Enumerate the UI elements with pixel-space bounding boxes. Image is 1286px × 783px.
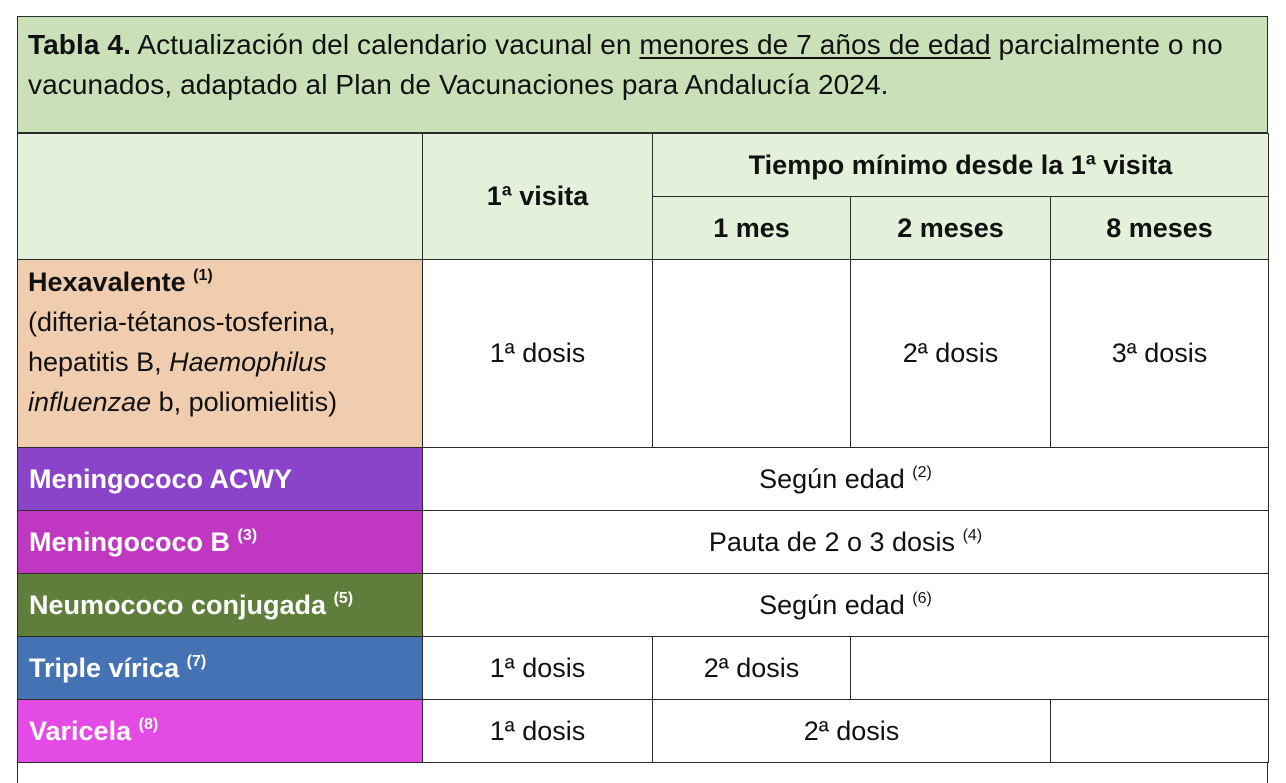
varicela-note: (8) xyxy=(138,715,159,733)
row-name-hexavalente xyxy=(18,260,423,448)
hexavalente-desc-line3-plain: b, poliomielitis) xyxy=(151,387,338,417)
hexavalente-desc-line1: (difteria-tétanos-tosferina, xyxy=(28,307,336,337)
varicela-1-2-months: 2ª dosis xyxy=(653,700,1051,763)
varicela-name: Varicela xyxy=(29,715,132,746)
meningococo-b-value-note: (4) xyxy=(962,526,983,544)
hexavalente-note: (1) xyxy=(193,267,213,284)
caption-text-before: Actualización del calendario vacunal en xyxy=(130,29,640,60)
row-name-neumococo xyxy=(18,574,423,637)
meningococo-acwy-value-note: (2) xyxy=(912,463,932,481)
row-name-triple-virica xyxy=(18,637,423,700)
neumococo-schedule xyxy=(423,574,1269,637)
row-name-varicela xyxy=(18,700,423,763)
neumococo-name: Neumococo conjugada xyxy=(29,589,327,620)
triple-virica-1-month: 2ª dosis xyxy=(653,637,851,700)
triple-virica-note: (7) xyxy=(186,652,207,670)
hexavalente-desc-line2-plain: hepatitis B, xyxy=(28,347,170,377)
neumococo-note: (5) xyxy=(333,589,354,607)
header-row-1 xyxy=(18,134,1269,197)
row-varicela xyxy=(18,700,1269,763)
varicela-first-visit: 1ª dosis xyxy=(423,700,653,763)
triple-virica-first-visit: 1ª dosis xyxy=(423,637,653,700)
meningococo-b-value: Pauta de 2 o 3 dosis xyxy=(708,526,956,557)
neumococo-value: Según edad xyxy=(759,589,905,620)
triple-virica-name: Triple vírica xyxy=(29,652,180,683)
meningococo-acwy-schedule xyxy=(423,448,1269,511)
header-corner-cell xyxy=(18,134,423,260)
row-meningococo-acwy xyxy=(18,448,1269,511)
row-name-meningococo-acwy xyxy=(18,448,423,511)
hexavalente-8-months: 3ª dosis xyxy=(1051,260,1269,448)
varicela-8-months xyxy=(1051,700,1269,763)
hexavalente-name: Hexavalente xyxy=(28,267,186,297)
header-first-visit: 1ª visita xyxy=(423,134,653,260)
table-continuation xyxy=(17,763,1268,783)
header-min-time-group: Tiempo mínimo desde la 1ª visita xyxy=(653,134,1269,197)
row-neumococo xyxy=(18,574,1269,637)
caption-underlined-text: menores de 7 años de edad xyxy=(639,29,991,60)
hexavalente-first-visit: 1ª dosis xyxy=(423,260,653,448)
meningococo-b-schedule xyxy=(423,511,1269,574)
triple-virica-rest xyxy=(851,637,1269,700)
meningococo-acwy-value: Según edad xyxy=(759,463,905,494)
meningococo-b-note: (3) xyxy=(237,526,258,544)
caption-label: Tabla 4. xyxy=(28,29,131,60)
caption-text-after: parcialmente o no vacunados, adaptado al Plan de Vacunaciones para Andalucía 2024. xyxy=(28,29,1223,100)
header-1-month: 1 mes xyxy=(653,197,851,260)
table-caption xyxy=(17,16,1268,133)
meningococo-b-name: Meningococo B xyxy=(29,526,230,557)
hexavalente-2-months: 2ª dosis xyxy=(851,260,1051,448)
vaccination-table xyxy=(17,133,1269,763)
row-triple-virica xyxy=(18,637,1269,700)
hexavalente-desc-line2-italic: Haemophilus xyxy=(169,347,327,377)
row-name-meningococo-b xyxy=(18,511,423,574)
row-hexavalente xyxy=(18,260,1269,448)
header-8-months: 8 meses xyxy=(1051,197,1269,260)
header-2-months: 2 meses xyxy=(851,197,1051,260)
hexavalente-1-month xyxy=(653,260,851,448)
neumococo-value-note: (6) xyxy=(912,589,932,607)
hexavalente-desc-line3-italic: influenzae xyxy=(28,387,152,417)
meningococo-acwy-name: Meningococo ACWY xyxy=(29,463,292,494)
row-meningococo-b xyxy=(18,511,1269,574)
